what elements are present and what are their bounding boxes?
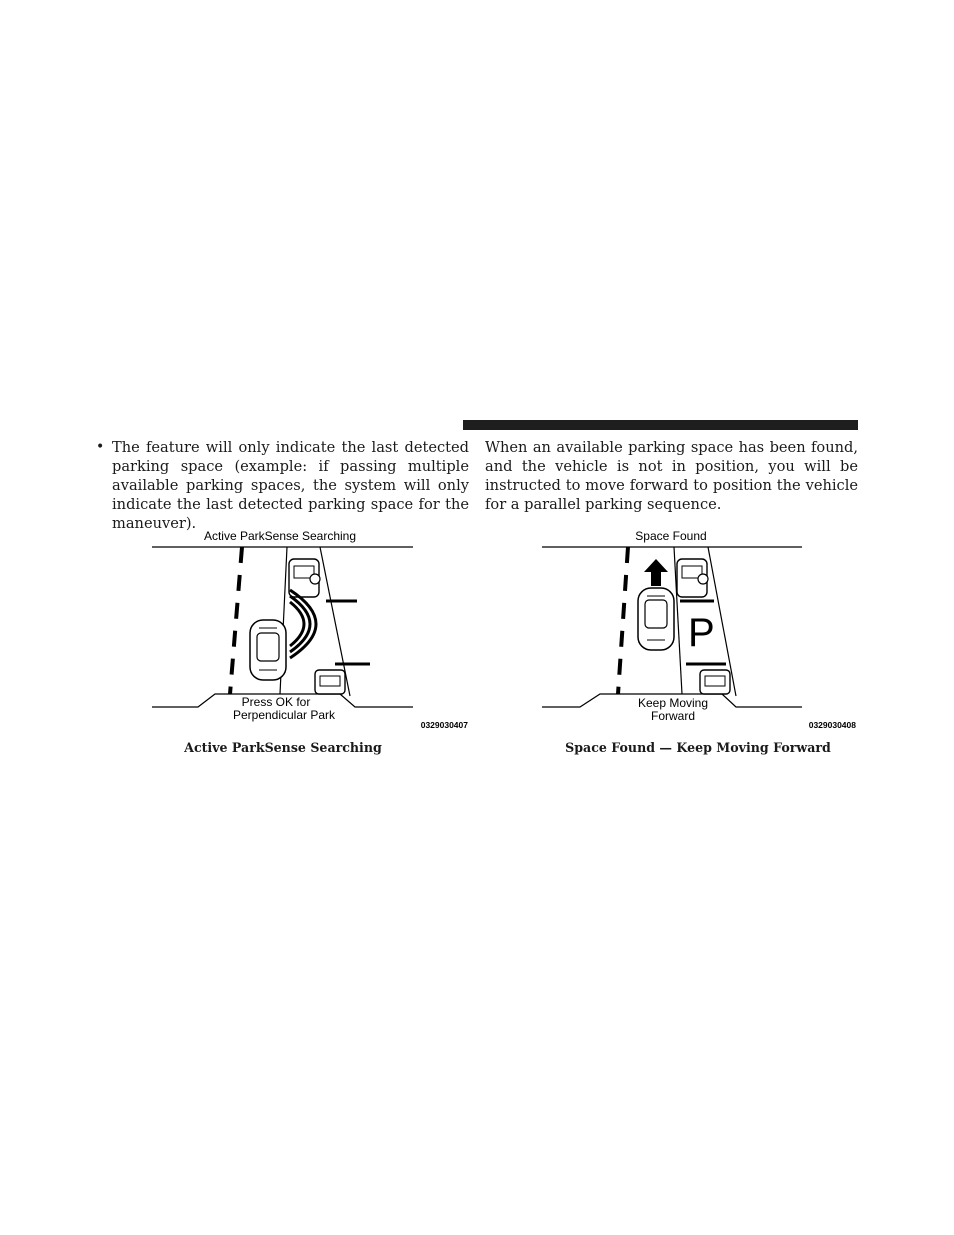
parked-car-top-icon	[677, 559, 708, 597]
bullet-item	[96, 438, 469, 533]
figure-left-message-line2: Perpendicular Park	[232, 708, 336, 722]
figure-space-found	[540, 524, 862, 734]
lane-dashes	[618, 547, 628, 694]
sensor-waves-icon	[290, 590, 316, 658]
parked-car-bottom-icon	[315, 670, 345, 694]
body-paragraph: When an available parking space has been found, and the vehicle is not in position, you will be instructed to move forward to position the vehicle for a parallel parking sequence.	[485, 439, 858, 513]
figure-active-parksense-searching	[150, 524, 472, 734]
figure-left-caption: Active ParkSense Searching	[184, 740, 382, 755]
figure-left-illustration	[150, 524, 472, 734]
left-column	[96, 438, 469, 533]
figure-right-caption: Space Found — Keep Moving Forward	[565, 740, 831, 755]
figure-right-title: Space Found	[635, 529, 707, 543]
lane-dashes	[230, 547, 242, 694]
figure-left-code: 0329030407	[420, 720, 468, 730]
figure-left-message-line1: Press OK for	[241, 695, 311, 709]
parking-space-marker: P	[688, 611, 715, 655]
section-header-bar	[463, 420, 858, 430]
figure-right-message-line2: Forward	[650, 709, 696, 723]
parked-car-bottom-icon	[700, 670, 730, 694]
figure-left-title: Active ParkSense Searching	[203, 529, 357, 543]
right-column	[485, 438, 858, 514]
vehicle-top-icon	[638, 588, 674, 650]
figure-right-message-line1: Keep Moving	[637, 696, 709, 710]
figure-right-illustration	[540, 524, 862, 734]
forward-arrow-icon	[644, 559, 668, 586]
bullet-text: The feature will only indicate the last detected parking space (example: if passing multiple available parking spaces, the system will only indicate the last detected parking space for the maneuver).	[112, 439, 469, 532]
vehicle-top-icon	[250, 620, 286, 680]
bullet-dot-icon: •	[96, 439, 105, 455]
figure-right-code: 0329030408	[808, 720, 856, 730]
